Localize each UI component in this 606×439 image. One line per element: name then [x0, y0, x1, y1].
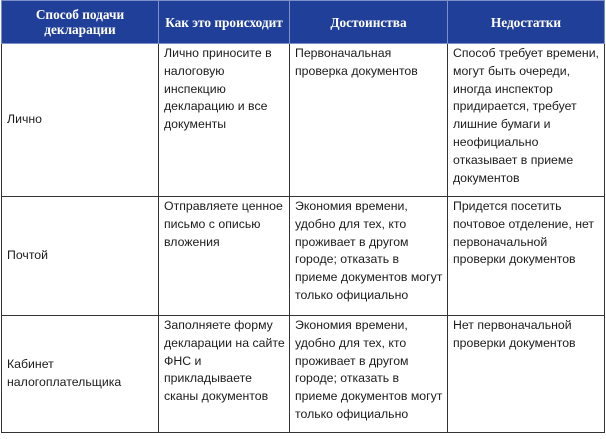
cons-cell: Способ требует времени, могут быть очереди, иногда инспектор придирается, требует лишние бумаги и неофициально отказывает в приеме документов	[448, 44, 605, 197]
table-row	[2, 44, 605, 197]
how-cell: Отправляете ценное письмо с описью вложения	[159, 197, 290, 316]
pros-cell: Первоначальная проверка документов	[290, 44, 448, 197]
method-cell	[2, 197, 159, 316]
method-label: Почтой	[7, 248, 49, 263]
declaration-methods-table	[1, 0, 605, 433]
table-header	[2, 1, 605, 44]
header-pros: Достоинства	[290, 1, 448, 44]
cons-cell: Нет первоначальной проверки документов	[448, 316, 605, 433]
table-row	[2, 197, 605, 316]
cons-cell: Придется посетить почтовое отделение, нет первоначальной проверки документов	[448, 197, 605, 316]
header-cons: Недостатки	[448, 1, 605, 44]
method-cell	[2, 44, 159, 197]
header-how: Как это происходит	[159, 1, 290, 44]
how-cell: Заполняете форму декларации на сайте ФНС и прикладываете сканы документов	[159, 316, 290, 433]
header-row	[2, 1, 605, 44]
how-cell: Лично приносите в налоговую инспекцию декларацию и все документы	[159, 44, 290, 197]
method-cell	[2, 316, 159, 433]
pros-cell: Экономия времени, удобно для тех, кто проживает в другом городе; отказать в приеме документов могут только официально	[290, 316, 448, 433]
table-row	[2, 316, 605, 433]
header-method: Способ подачи декларации	[2, 1, 159, 44]
pros-cell: Экономия времени, удобно для тех, кто проживает в другом городе; отказать в приеме документов могут только официально	[290, 197, 448, 316]
method-label: Кабинет налогоплательщика	[7, 357, 122, 389]
method-label: Лично	[7, 112, 42, 127]
table-body	[2, 44, 605, 433]
